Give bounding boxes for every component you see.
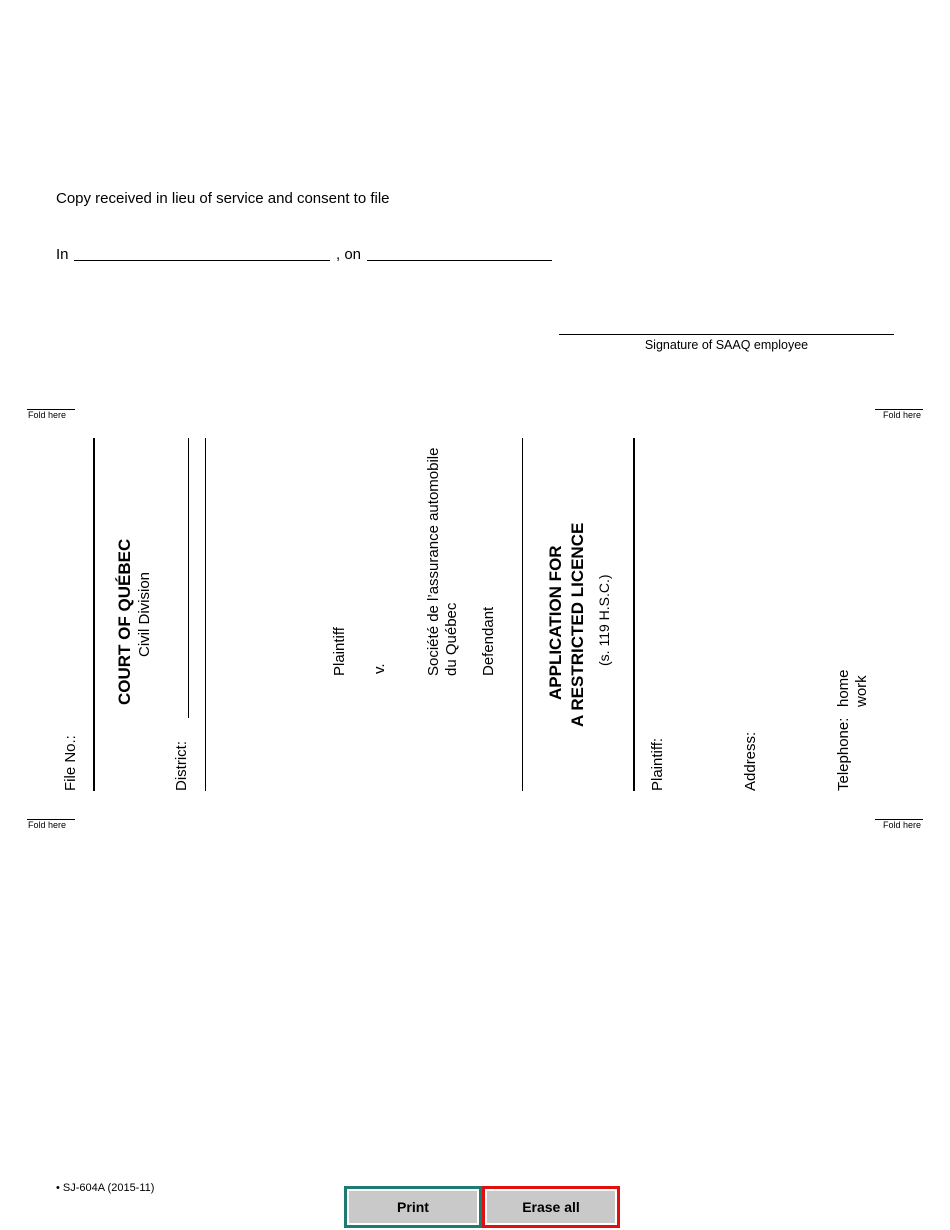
telephone-work-label: work xyxy=(853,675,870,707)
rule-parties-left xyxy=(205,438,206,791)
address-label: Address: xyxy=(742,731,759,791)
defendant-role: Defendant xyxy=(480,606,497,676)
date-field[interactable] xyxy=(367,260,552,261)
form-code: • SJ-604A (2015-11) xyxy=(56,1182,155,1194)
plaintiff-role: Plaintiff xyxy=(331,627,348,676)
signature-field[interactable] xyxy=(559,334,894,335)
versus-text: v. xyxy=(371,663,388,674)
consent-text: Copy received in lieu of service and consent to file xyxy=(56,190,390,207)
court-title: COURT OF QUÉBEC xyxy=(115,538,134,705)
fold-label-bottom-right: Fold here xyxy=(883,820,922,830)
rule-parties-right xyxy=(522,438,523,791)
application-section: (s. 119 H.S.C.) xyxy=(596,574,612,666)
fold-label-top-left: Fold here xyxy=(28,410,67,420)
telephone-home-label: home xyxy=(835,669,852,707)
plaintiff-label: Plaintiff: xyxy=(649,737,666,791)
defendant-name-line1: Société de l’assurance automobile xyxy=(425,447,442,676)
file-no-label: File No.: xyxy=(62,735,79,791)
application-title-line1: APPLICATION FOR xyxy=(546,545,565,700)
print-button[interactable]: Print xyxy=(344,1186,482,1228)
erase-all-button[interactable]: Erase all xyxy=(482,1186,620,1228)
rule-court-left xyxy=(93,438,95,791)
district-field-line[interactable] xyxy=(188,438,189,718)
application-title-line2: A RESTRICTED LICENCE xyxy=(568,522,587,727)
signature-label: Signature of SAAQ employee xyxy=(644,338,809,352)
fold-label-top-right: Fold here xyxy=(883,410,922,420)
defendant-name-line2: du Québec xyxy=(443,602,460,676)
rule-application-right xyxy=(633,438,635,791)
district-label: District: xyxy=(173,741,190,791)
place-field[interactable] xyxy=(74,260,330,261)
court-division: Civil Division xyxy=(136,571,153,657)
on-label: , on xyxy=(336,246,362,263)
fold-label-bottom-left: Fold here xyxy=(28,820,67,830)
telephone-label: Telephone: xyxy=(835,717,852,791)
in-label: In xyxy=(56,246,69,263)
